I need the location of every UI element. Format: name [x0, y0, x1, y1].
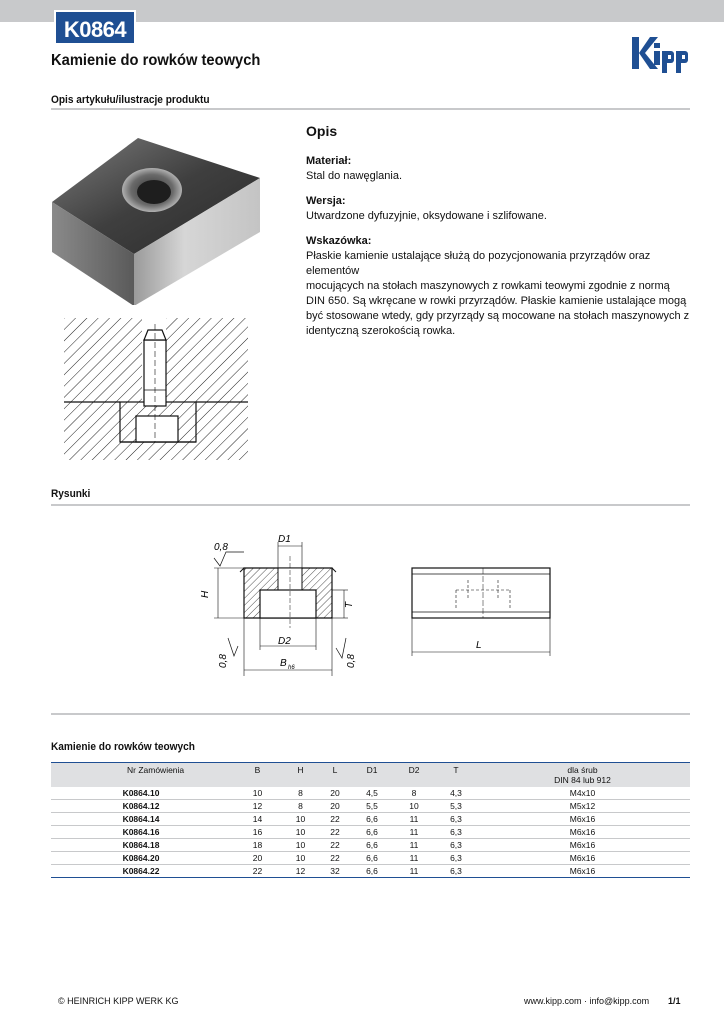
- cell-h: 10: [284, 826, 317, 839]
- cell-l: 22: [317, 813, 353, 826]
- description-heading: Opis: [306, 123, 338, 139]
- cell-order-no: K0864.14: [51, 813, 231, 826]
- label-d1: D1: [278, 534, 291, 545]
- table-row: [51, 839, 690, 852]
- cell-screw: M6x16: [475, 852, 690, 865]
- cell-d2: 11: [391, 839, 437, 852]
- cell-t: 6,3: [437, 839, 475, 852]
- label-roughness-left: 0,8: [218, 654, 229, 668]
- cell-l: 20: [317, 800, 353, 813]
- cell-h: 12: [284, 865, 317, 878]
- cell-t: 6,3: [437, 813, 475, 826]
- description-block: [306, 124, 690, 349]
- cell-l: 32: [317, 865, 353, 878]
- footer-contact: www.kipp.com · info@kipp.com: [524, 996, 650, 1006]
- technical-drawing: [180, 528, 560, 688]
- header-d1: D1: [353, 763, 391, 787]
- cell-l: 20: [317, 787, 353, 800]
- cell-l: 22: [317, 852, 353, 865]
- note-line: mocujących na stołach maszynowych z rowkami teowymi zgodnie z normą: [306, 280, 670, 292]
- label-d2: D2: [278, 636, 291, 647]
- cell-d1: 4,5: [353, 787, 391, 800]
- label-b-sub: h6: [288, 665, 295, 671]
- header-t: T: [437, 763, 475, 787]
- page-title: Kamienie do rowków teowych: [51, 52, 261, 69]
- cell-d1: 5,5: [353, 800, 391, 813]
- cell-d1: 6,6: [353, 852, 391, 865]
- cell-l: 22: [317, 826, 353, 839]
- cell-t: 4,3: [437, 787, 475, 800]
- cell-screw: M5x12: [475, 800, 690, 813]
- cell-t: 6,3: [437, 865, 475, 878]
- cell-d2: 8: [391, 787, 437, 800]
- dimensions-table: [51, 762, 690, 878]
- header-screw-line2: DIN 84 lub 912: [554, 775, 611, 785]
- note-line: identyczną szerokością rowka.: [306, 325, 456, 337]
- material-text: Stal do nawęglania.: [306, 170, 403, 182]
- table-row: [51, 865, 690, 878]
- header-d2: D2: [391, 763, 437, 787]
- table-row: [51, 800, 690, 813]
- cell-t: 6,3: [437, 826, 475, 839]
- cell-d2: 11: [391, 865, 437, 878]
- cell-d1: 6,6: [353, 813, 391, 826]
- footer-company: © HEINRICH KIPP WERK KG: [58, 996, 179, 1006]
- section-table-heading: Kamienie do rowków teowych: [51, 741, 195, 753]
- note-line: być stosowane wtedy, gdy przyrządy są mocowane na stołach maszynowych z: [306, 310, 690, 322]
- cell-b: 20: [231, 852, 284, 865]
- cell-d2: 11: [391, 813, 437, 826]
- cell-d2: 11: [391, 826, 437, 839]
- label-roughness-top: 0,8: [214, 542, 228, 553]
- note-label: Wskazówka:: [306, 235, 372, 247]
- cell-h: 10: [284, 839, 317, 852]
- cell-screw: M6x16: [475, 865, 690, 878]
- cell-order-no: K0864.16: [51, 826, 231, 839]
- table-row: [51, 852, 690, 865]
- header-order-no: Nr Zamówienia: [51, 763, 231, 787]
- cell-t: 6,3: [437, 852, 475, 865]
- product-photo: [50, 120, 262, 305]
- table-row: [51, 787, 690, 800]
- label-h: H: [200, 590, 211, 598]
- header-screw-line1: dla śrub: [567, 765, 598, 775]
- cell-screw: M4x10: [475, 787, 690, 800]
- cell-order-no: K0864.10: [51, 787, 231, 800]
- header-b: B: [231, 763, 284, 787]
- cell-h: 10: [284, 852, 317, 865]
- cell-b: 12: [231, 800, 284, 813]
- note-line: Płaskie kamienie ustalające służą do pozycjonowania przyrządów oraz elementów: [306, 250, 651, 277]
- cell-d1: 6,6: [353, 839, 391, 852]
- section-rule: [51, 108, 690, 110]
- table-row: [51, 826, 690, 839]
- version-label: Wersja:: [306, 195, 346, 207]
- version-text: Utwardzone dyfuzyjnie, oksydowane i szlifowane.: [306, 210, 547, 222]
- note-line: DIN 650. Są wkręcane w rowki przyrządów. Płaskie kamienie ustalające mogą: [306, 295, 687, 307]
- cell-b: 16: [231, 826, 284, 839]
- cell-l: 22: [317, 839, 353, 852]
- cell-order-no: K0864.22: [51, 865, 231, 878]
- cell-screw: M6x16: [475, 826, 690, 839]
- cell-order-no: K0864.12: [51, 800, 231, 813]
- section-rule: [51, 504, 690, 506]
- section-drawings-heading: Rysunki: [51, 488, 91, 500]
- section-article-heading: Opis artykułu/ilustracje produktu: [51, 94, 210, 106]
- cell-screw: M6x16: [475, 839, 690, 852]
- cell-b: 22: [231, 865, 284, 878]
- header-h: H: [284, 763, 317, 787]
- cell-t: 5,3: [437, 800, 475, 813]
- cell-order-no: K0864.18: [51, 839, 231, 852]
- label-t: T: [344, 601, 355, 608]
- label-b: B: [280, 658, 287, 669]
- cell-b: 10: [231, 787, 284, 800]
- footer-page-number: 1/1: [668, 996, 681, 1006]
- cell-d2: 11: [391, 852, 437, 865]
- cell-d1: 6,6: [353, 826, 391, 839]
- table-header-row: [51, 763, 690, 787]
- cell-h: 10: [284, 813, 317, 826]
- table-row: [51, 813, 690, 826]
- label-l: L: [476, 640, 482, 651]
- cell-order-no: K0864.20: [51, 852, 231, 865]
- product-code-tab: K0864: [54, 10, 136, 45]
- header-screw: [475, 763, 690, 787]
- cell-d2: 10: [391, 800, 437, 813]
- header-l: L: [317, 763, 353, 787]
- cell-d1: 6,6: [353, 865, 391, 878]
- section-rule: [51, 713, 690, 715]
- cell-h: 8: [284, 800, 317, 813]
- kipp-logo: [632, 33, 690, 73]
- material-label: Materiał:: [306, 155, 352, 167]
- label-roughness-right: 0,8: [346, 654, 357, 668]
- cell-screw: M6x16: [475, 813, 690, 826]
- cell-b: 18: [231, 839, 284, 852]
- cell-h: 8: [284, 787, 317, 800]
- cell-b: 14: [231, 813, 284, 826]
- section-illustration: [64, 318, 248, 460]
